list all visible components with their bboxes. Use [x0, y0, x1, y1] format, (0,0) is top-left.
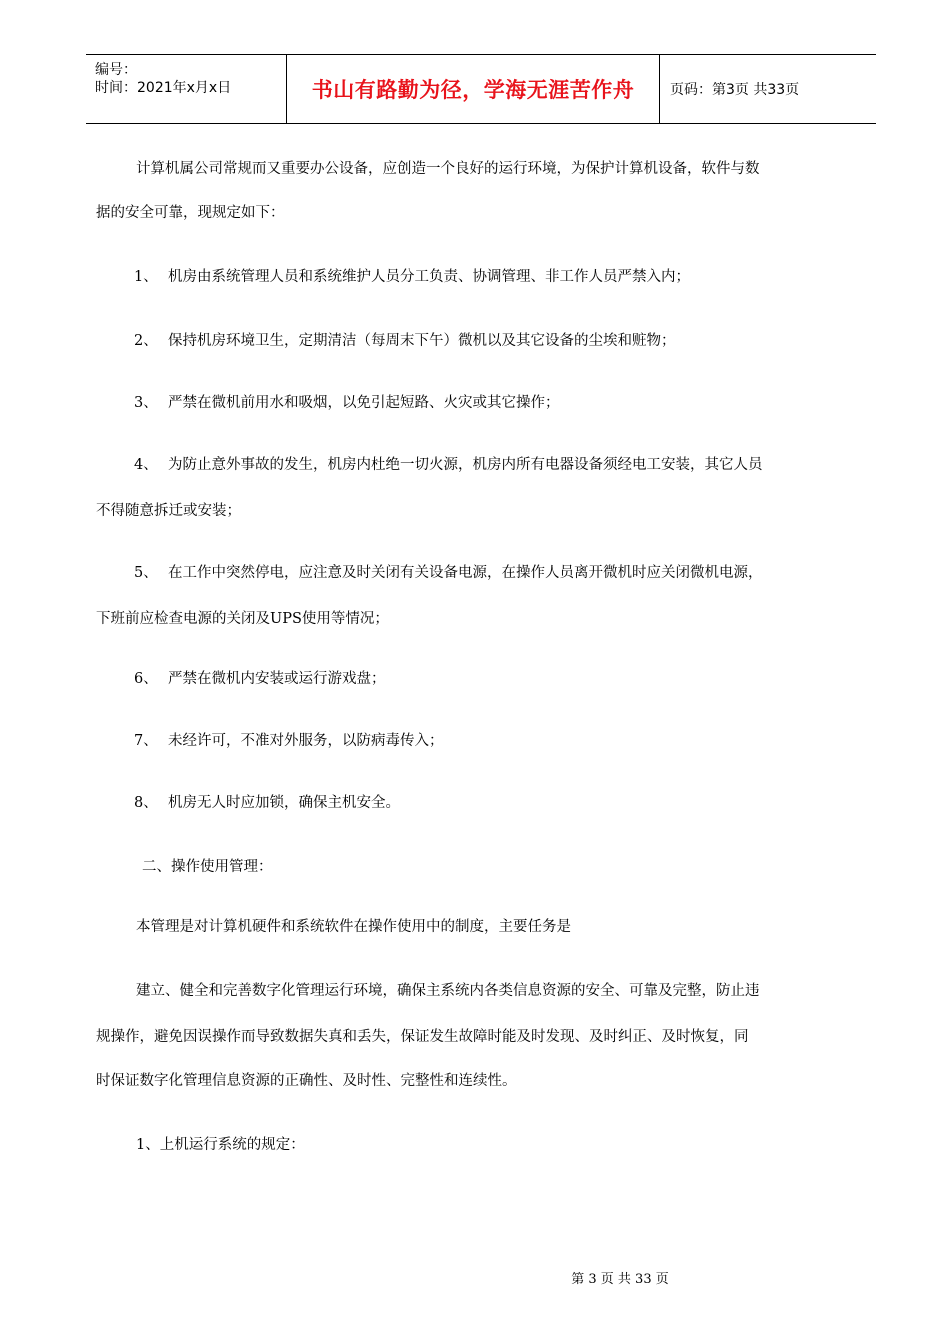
rule-item-4-continued: 不得随意拆迁或安装； — [96, 503, 241, 519]
section-title: 二、操作使用管理： — [142, 859, 273, 875]
rule-number: 7、 — [134, 733, 158, 749]
rule-item-5-continued: 下班前应检查电源的关闭及UPS使用等情况； — [96, 611, 389, 627]
rule-number: 8、 — [134, 795, 158, 811]
management-intro: 本管理是对计算机硬件和系统软件在操作使用中的制度，主要任务是 — [136, 919, 571, 935]
rule-item-6 — [96, 656, 856, 702]
rule-text: 在工作中突然停电，应注意及时关闭有关设备电源，在操作人员离开微机时应关闭微机电源， — [168, 565, 763, 581]
document-number-label: 编号： — [95, 62, 137, 78]
header-page-info: 页码：第3页 共33页 — [670, 82, 800, 98]
rule-text: 机房由系统管理人员和系统维护人员分工负责、协调管理、非工作人员严禁入内； — [168, 269, 690, 285]
intro-line-1: 计算机属公司常规而又重要办公设备，应创造一个良好的运行环境，为保护计算机设备，软件与数 — [136, 161, 760, 177]
rule-text: 严禁在微机前用水和吸烟，以免引起短路、火灾或其它操作； — [168, 395, 560, 411]
management-line-2: 规操作，避免因误操作而导致数据失真和丢失，保证发生故障时能及时发现、及时纠正、及时恢复，同 — [96, 1029, 749, 1045]
intro-line-2: 据的安全可靠，现规定如下： — [96, 205, 285, 221]
rule-text: 保持机房环境卫生，定期清洁（每周末下午）微机以及其它设备的尘埃和赃物； — [168, 333, 676, 349]
rule-text: 严禁在微机内安装或运行游戏盘； — [168, 671, 386, 687]
management-line-3: 时保证数字化管理信息资源的正确性、及时性、完整性和连续性。 — [96, 1073, 517, 1089]
rule-number: 5、 — [134, 565, 158, 581]
document-time-label: 时间：2021年x月x日 — [95, 80, 232, 96]
rule-number: 2、 — [134, 333, 158, 349]
header-slogan: 书山有路勤为径，学海无涯苦作舟 — [287, 55, 660, 123]
rule-number: 1、 — [134, 269, 158, 285]
rule-text: 机房无人时应加锁，确保主机安全。 — [168, 795, 400, 811]
rule-text: 为防止意外事故的发生，机房内杜绝一切火源，机房内所有电器设备须经电工安装，其它人员 — [168, 457, 763, 473]
rule-item-2 — [96, 318, 856, 364]
header-meta-cell — [86, 55, 287, 123]
rule-item-4 — [96, 442, 856, 488]
rule-item-5 — [96, 550, 856, 596]
rule-number: 3、 — [134, 395, 158, 411]
rule-item-7 — [96, 718, 856, 764]
footer-page-number: 第 3 页 共 33 页 — [571, 1272, 669, 1287]
page-footer — [0, 1268, 950, 1287]
page-header — [86, 54, 876, 124]
management-line-1: 建立、健全和完善数字化管理运行环境，确保主系统内各类信息资源的安全、可靠及完整，防止违 — [136, 983, 760, 999]
rule-number: 6、 — [134, 671, 158, 687]
rule-number: 4、 — [134, 457, 158, 473]
rule-item-1 — [96, 254, 856, 300]
subsection-title: 1、上机运行系统的规定： — [136, 1137, 305, 1153]
rule-item-8 — [96, 780, 856, 826]
rule-item-3 — [96, 380, 856, 426]
rule-text: 未经许可，不准对外服务，以防病毒传入； — [168, 733, 444, 749]
